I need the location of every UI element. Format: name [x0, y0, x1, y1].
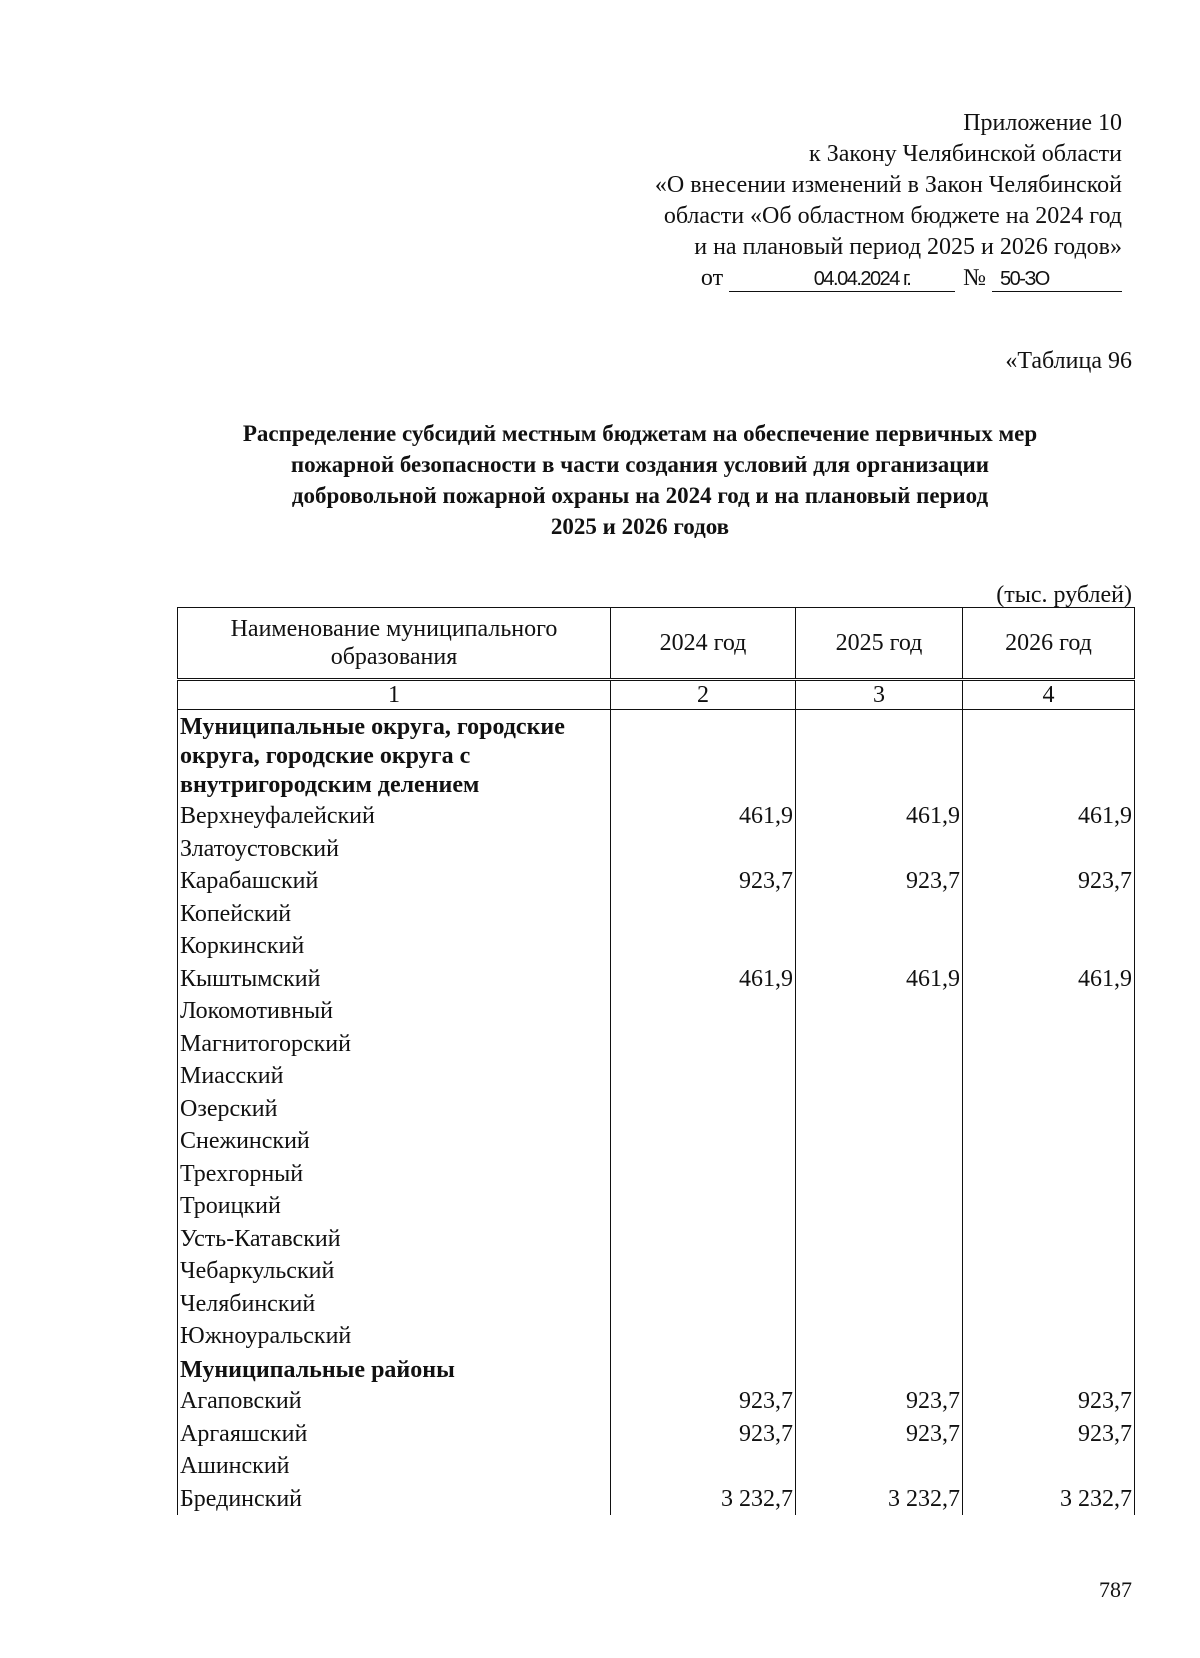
column-numbers-row — [178, 680, 1135, 710]
value-2025: 923,7 — [796, 865, 963, 898]
value-2026: 923,7 — [963, 1418, 1135, 1451]
value-2024 — [611, 1223, 796, 1256]
table-row — [178, 930, 1135, 963]
number-label: № — [963, 265, 986, 291]
from-label: от — [700, 265, 724, 291]
value-2024 — [611, 1060, 796, 1093]
value-2025: 923,7 — [796, 1385, 963, 1418]
value-2024 — [611, 710, 796, 801]
column-number: 1 — [178, 680, 611, 710]
table-row — [178, 1385, 1135, 1418]
municipality-name: Муниципальные округа, городские округа, городские округа с внутригородским делением — [178, 710, 611, 801]
law-date: 04.04.2024 г. — [729, 267, 955, 292]
value-2026 — [963, 833, 1135, 866]
table-row — [178, 833, 1135, 866]
value-2025 — [796, 995, 963, 1028]
document-title — [180, 418, 1100, 542]
appendix-line: к Закону Челябинской области — [809, 141, 1122, 167]
title-line: пожарной безопасности в части создания условий для организации — [290, 452, 990, 477]
law-number: 50-ЗО — [992, 267, 1122, 292]
value-2026 — [963, 1060, 1135, 1093]
value-2024: 923,7 — [611, 1418, 796, 1451]
municipality-name: Троицкий — [178, 1190, 611, 1223]
value-2024: 461,9 — [611, 800, 796, 833]
value-2026: 3 232,7 — [963, 1483, 1135, 1516]
table-row — [178, 1255, 1135, 1288]
value-2024: 923,7 — [611, 1385, 796, 1418]
table-row — [178, 1288, 1135, 1321]
table-header-row — [178, 608, 1135, 680]
value-2024 — [611, 833, 796, 866]
law-date-line — [502, 263, 1122, 294]
value-2025 — [796, 1028, 963, 1061]
value-2025 — [796, 1255, 963, 1288]
municipality-name: Копейский — [178, 898, 611, 931]
appendix-line: и на плановый период 2025 и 2026 годов» — [694, 234, 1122, 260]
value-2025: 3 232,7 — [796, 1483, 963, 1516]
value-2024 — [611, 1028, 796, 1061]
municipality-name: Челябинский — [178, 1288, 611, 1321]
value-2026 — [963, 710, 1135, 801]
value-2026: 461,9 — [963, 963, 1135, 996]
value-2024: 3 232,7 — [611, 1483, 796, 1516]
value-2026 — [963, 1190, 1135, 1223]
value-2024 — [611, 1320, 796, 1353]
table-section-row — [178, 1353, 1135, 1386]
value-2026 — [963, 1093, 1135, 1126]
value-2026 — [963, 1223, 1135, 1256]
value-2025: 461,9 — [796, 800, 963, 833]
column-number: 2 — [611, 680, 796, 710]
value-2024 — [611, 930, 796, 963]
appendix-line: «О внесении изменений в Закон Челябинской — [654, 172, 1122, 198]
municipality-name: Озерский — [178, 1093, 611, 1126]
municipality-name: Аргаяшский — [178, 1418, 611, 1451]
value-2024 — [611, 1353, 796, 1386]
value-2025 — [796, 1158, 963, 1191]
table-row — [178, 1060, 1135, 1093]
value-2026 — [963, 1288, 1135, 1321]
value-2024 — [611, 1450, 796, 1483]
value-2025 — [796, 1320, 963, 1353]
table-row — [178, 800, 1135, 833]
value-2026 — [963, 1255, 1135, 1288]
municipality-name: Южноуральский — [178, 1320, 611, 1353]
municipality-name: Магнитогорский — [178, 1028, 611, 1061]
header-2026: 2026 год — [963, 608, 1135, 680]
appendix-line: области «Об областном бюджете на 2024 год — [663, 203, 1122, 229]
municipality-name: Коркинский — [178, 930, 611, 963]
table-row — [178, 1125, 1135, 1158]
value-2025 — [796, 898, 963, 931]
title-line: Распределение субсидий местным бюджетам на обеспечение первичных мер — [242, 421, 1038, 446]
municipality-name: Усть-Катавский — [178, 1223, 611, 1256]
value-2024 — [611, 1158, 796, 1191]
value-2025 — [796, 710, 963, 801]
value-2026: 923,7 — [963, 865, 1135, 898]
table-row — [178, 995, 1135, 1028]
header-municipality: Наименование муниципального образования — [178, 608, 611, 680]
value-2025 — [796, 1093, 963, 1126]
table-section-row — [178, 710, 1135, 801]
value-2025: 923,7 — [796, 1418, 963, 1451]
municipality-name: Брединский — [178, 1483, 611, 1516]
value-2026: 923,7 — [963, 1385, 1135, 1418]
municipality-name: Чебаркульский — [178, 1255, 611, 1288]
value-2026 — [963, 1028, 1135, 1061]
value-2026 — [963, 898, 1135, 931]
value-2025 — [796, 930, 963, 963]
municipality-name: Миасский — [178, 1060, 611, 1093]
value-2026 — [963, 930, 1135, 963]
municipality-name: Муниципальные районы — [178, 1353, 611, 1386]
municipality-name: Трехгорный — [178, 1158, 611, 1191]
table-row — [178, 1028, 1135, 1061]
value-2024 — [611, 1190, 796, 1223]
table-row — [178, 865, 1135, 898]
column-number: 4 — [963, 680, 1135, 710]
value-2026 — [963, 995, 1135, 1028]
municipality-name: Кыштымский — [178, 963, 611, 996]
value-2025 — [796, 1060, 963, 1093]
municipality-name: Златоустовский — [178, 833, 611, 866]
municipality-name: Локомотивный — [178, 995, 611, 1028]
table-row — [178, 963, 1135, 996]
value-2025 — [796, 1353, 963, 1386]
value-2026 — [963, 1158, 1135, 1191]
table-reference: «Таблица 96 — [1005, 348, 1132, 374]
table-row — [178, 1483, 1135, 1516]
value-2025 — [796, 1223, 963, 1256]
column-number: 3 — [796, 680, 963, 710]
value-2024 — [611, 1125, 796, 1158]
title-line: 2025 и 2026 годов — [550, 514, 730, 539]
table-row — [178, 1450, 1135, 1483]
value-2024 — [611, 1255, 796, 1288]
table-row — [178, 1093, 1135, 1126]
value-2026 — [963, 1320, 1135, 1353]
page-number: 787 — [1099, 1577, 1132, 1602]
value-2025 — [796, 1288, 963, 1321]
value-2025: 461,9 — [796, 963, 963, 996]
value-2026: 461,9 — [963, 800, 1135, 833]
header-2025: 2025 год — [796, 608, 963, 680]
municipality-name: Снежинский — [178, 1125, 611, 1158]
municipality-name: Ашинский — [178, 1450, 611, 1483]
header-2024: 2024 год — [611, 608, 796, 680]
municipality-name: Агаповский — [178, 1385, 611, 1418]
table-row — [178, 1418, 1135, 1451]
value-2026 — [963, 1353, 1135, 1386]
value-2025 — [796, 1190, 963, 1223]
value-2024 — [611, 1288, 796, 1321]
subsidy-table — [177, 607, 1135, 1515]
title-line: добровольной пожарной охраны на 2024 год и на плановый период — [291, 483, 989, 508]
municipality-name: Карабашский — [178, 865, 611, 898]
table-row — [178, 1190, 1135, 1223]
value-2024 — [611, 1093, 796, 1126]
value-2024 — [611, 898, 796, 931]
units-label: (тыс. рублей) — [996, 582, 1132, 608]
table-row — [178, 1320, 1135, 1353]
table-body — [178, 710, 1135, 1516]
value-2024: 461,9 — [611, 963, 796, 996]
table-row — [178, 898, 1135, 931]
table-row — [178, 1223, 1135, 1256]
value-2025 — [796, 1125, 963, 1158]
municipality-name: Верхнеуфалейский — [178, 800, 611, 833]
value-2025 — [796, 1450, 963, 1483]
value-2024: 923,7 — [611, 865, 796, 898]
appendix-header — [502, 108, 1122, 294]
appendix-line: Приложение 10 — [963, 110, 1122, 136]
value-2025 — [796, 833, 963, 866]
value-2024 — [611, 995, 796, 1028]
table-row — [178, 1158, 1135, 1191]
value-2026 — [963, 1450, 1135, 1483]
value-2026 — [963, 1125, 1135, 1158]
